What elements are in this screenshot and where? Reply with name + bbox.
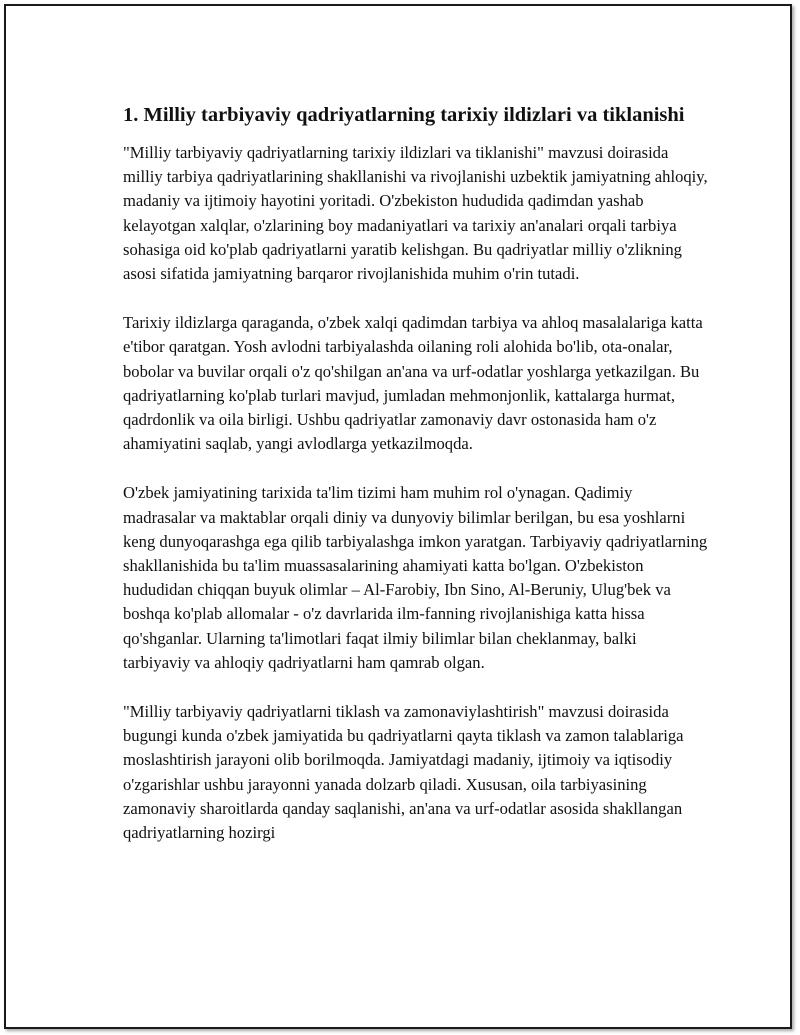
document-page [4,4,792,1029]
paragraph-2: Tarixiy ildizlarga qaraganda, o'zbek xalqi qadimdan tarbiya va ahloq masalalariga katta e'tibor qaratgan. Yosh avlodni tarbiyalashda oilaning roli alohida bo'lib, ota-onalar, bobolar va buvilar orqali o'z qo'shilgan an'ana va urf-odatlar yoshlarga yetkazilgan. Bu qadriyatlarning ko'plab turlari mavjud, jumladan mehmonjonlik, kattalarga hurmat, qadrdonlik va oila birligi. Ushbu qadriyatlar zamonaviy davr ostonasida ham o'z ahamiyatini saqlab, yangi avlodlarga yetkazilmoqda. [123,313,703,454]
section-heading: 1. Milliy tarbiyaviy qadriyatlarning tarixiy ildizlari va tiklanishi [123,104,685,126]
document-content [123,101,708,870]
paragraph-3: O'zbek jamiyatining tarixida ta'lim tizimi ham muhim rol o'ynagan. Qadimiy madrasalar va maktablar orqali diniy va dunyoviy bilimlar berilgan, bu esa yoshlarni keng dunyoqarashga ega qilib tarbiyalashga imkon yaratgan. Tarbiyaviy qadriyatlarning shakllanishida bu ta'lim muassasalarining ahamiyati katta bo'lgan. O'zbekiston hududidan chiqqan buyuk olimlar – Al-Farobiy, Ibn Sino, Al-Beruniy, Ulug'bek va boshqa ko'plab allomalar - o'z davrlarida ilm-fanning rivojlanishiga katta hissa qo'shganlar. Ularning ta'limotlari faqat ilmiy bilimlar bilan cheklanmay, balki tarbiyaviy va ahloqiy qadriyatlarni ham qamrab olgan. [123,483,708,672]
paragraph-4: "Milliy tarbiyaviy qadriyatlarni tiklash va zamonaviylashtirish" mavzusi doirasida bugungi kunda o'zbek jamiyatida bu qadriyatlarni qayta tiklash va zamon talablariga moslashtirish jarayoni olib borilmoqda. Jamiyatdagi madaniy, ijtimoiy va iqtisodiy o'zgarishlar ushbu jarayonni yanada dolzarb qiladi. Xususan, oila tarbiyasining zamonaviy sharoitlarda qanday saqlanishi, an'ana va urf-odatlar asosida shakllangan qadriyatlarning hozirgi [123,702,684,843]
paragraph-1: "Milliy tarbiyaviy qadriyatlarning tarixiy ildizlari va tiklanishi" mavzusi doirasida milliy tarbiya qadriyatlarining shakllanishi va rivojlanishi uzbektik jamiyatning ahloqiy, madaniy va ijtimoiy hayotini yoritadi. O'zbekiston hududida qadimdan yashab kelayotgan xalqlar, o'zlarining boy madaniyatlari va tarixiy an'analari orqali tarbiya sohasiga oid ko'plab qadriyatlarni yaratib kelishgan. Bu qadriyatlar milliy o'zlikning asosi sifatida jamiyatning barqaror rivojlanishida muhim o'rin tutadi. [123,143,708,284]
